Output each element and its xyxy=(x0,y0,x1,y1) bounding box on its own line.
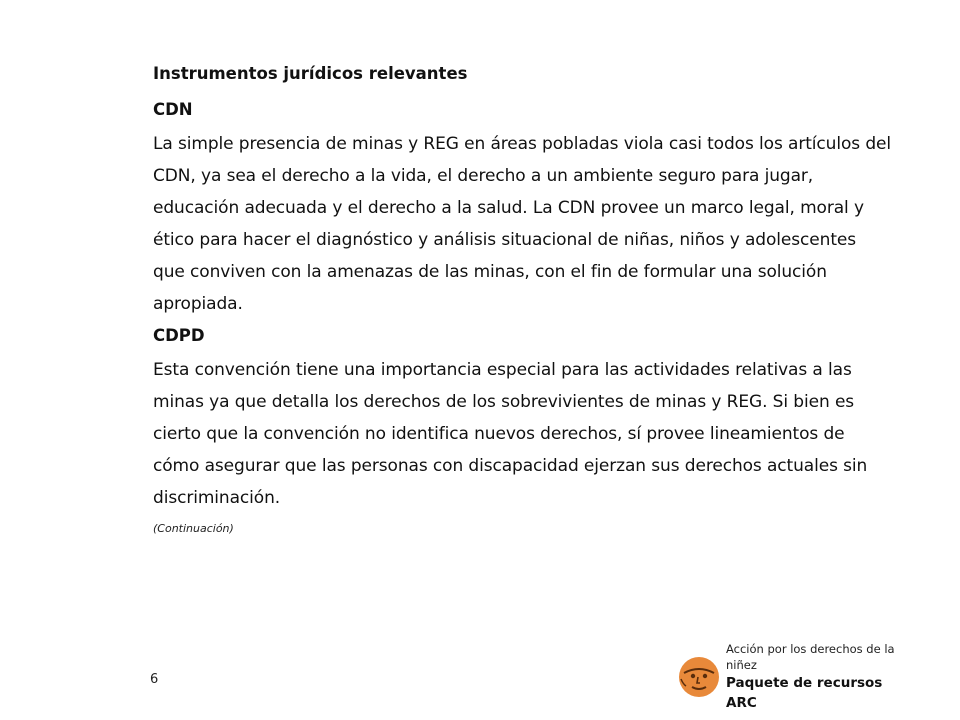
cdn-title: CDN xyxy=(153,100,193,119)
page-number: 6 xyxy=(150,672,159,687)
brand-title: Paquete de recursos ARC xyxy=(726,675,883,711)
arc-brand xyxy=(678,642,908,711)
arc-face-logo-icon xyxy=(678,656,720,698)
document-content xyxy=(153,62,893,535)
brand-tagline: Acción por los derechos de la niñez xyxy=(726,642,895,672)
cdpd-title: CDPD xyxy=(153,326,205,345)
cdpd-paragraph: Esta convención tiene una importancia especial para las actividades relativas a las minas ya que detalla los derechos de los sobrevivientes de minas y REG. Si bien es cierto que la convención no identifica nuevos derechos, sí provee lineamientos de cómo asegurar que las personas con discapacidad ejerzan sus derechos actuales sin discriminación. xyxy=(153,360,868,508)
section-heading: Instrumentos jurídicos relevantes xyxy=(153,64,468,83)
cdn-paragraph: La simple presencia de minas y REG en áreas pobladas viola casi todos los artículos del CDN, ya sea el derecho a la vida, el derecho a un ambiente seguro para jugar, educación adecuada y el derecho a la salud. La CDN provee un marco legal, moral y ético para hacer el diagnóstico y análisis situacional de niñas, niños y adolescentes que conviven con la amenazas de las minas, con el fin de formular una solución apropiada. xyxy=(153,134,891,314)
continuation-note: (Continuación) xyxy=(153,522,234,535)
